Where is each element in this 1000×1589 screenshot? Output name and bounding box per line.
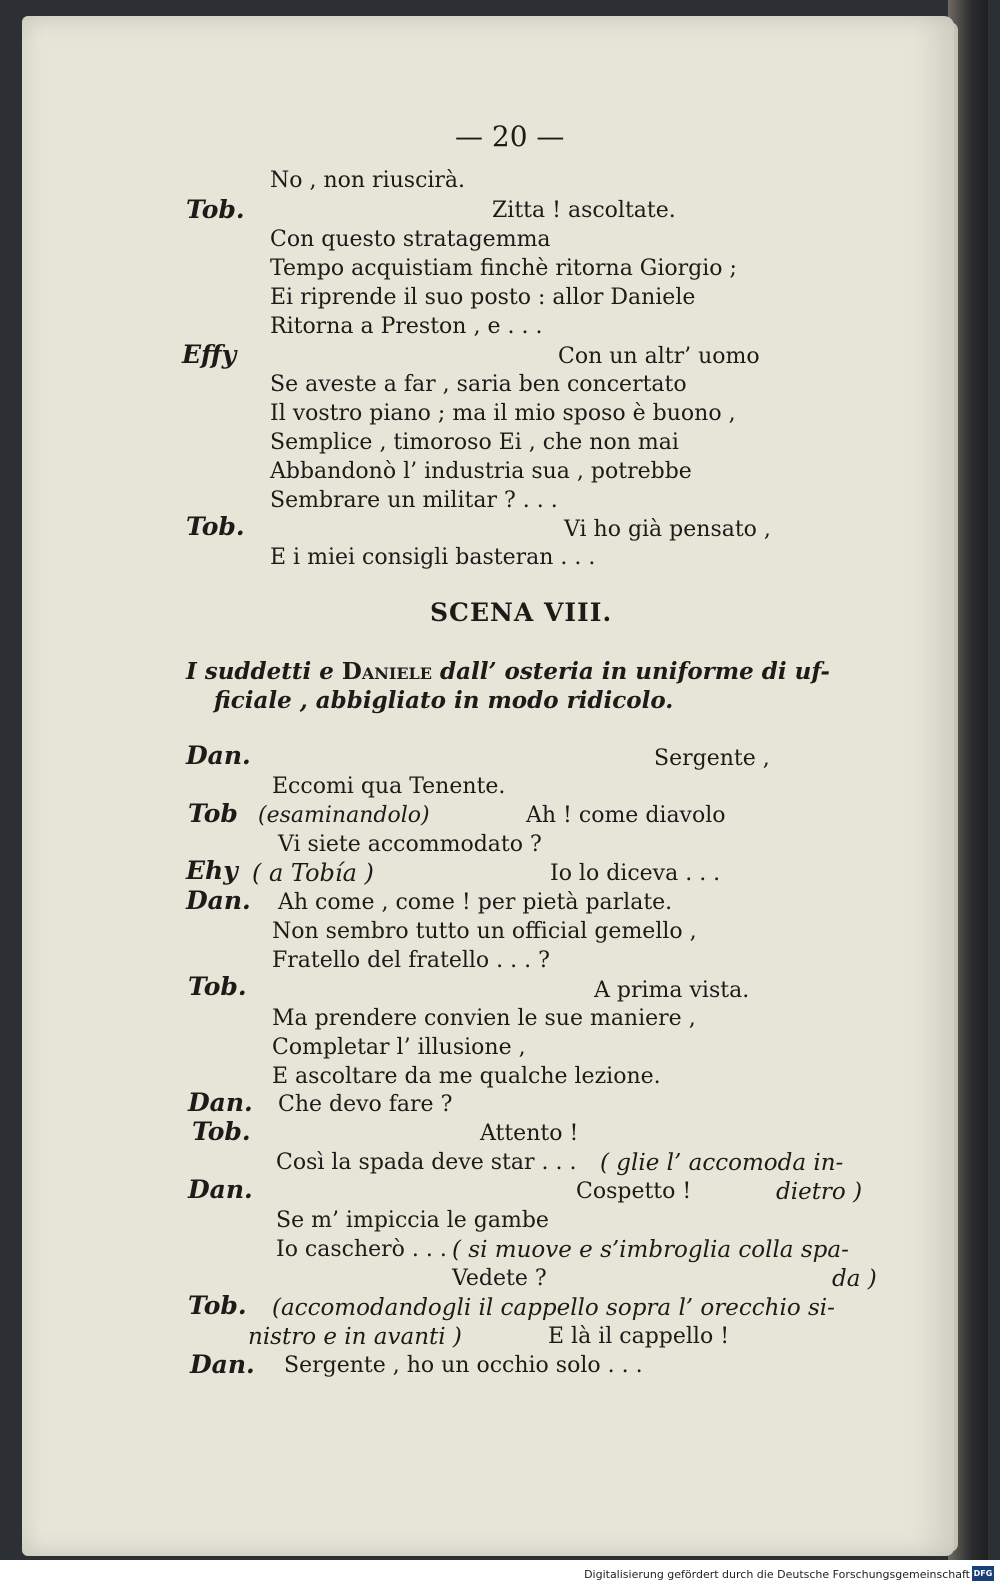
text-line: E i miei consigli basteran . . . bbox=[270, 545, 596, 570]
stage-direction: ( si muove e s’imbroglia colla spa- bbox=[452, 1237, 849, 1263]
speaker-label: Dan. bbox=[186, 741, 251, 770]
speaker-label: Tob. bbox=[186, 195, 245, 224]
text-line: Io cascherò . . . bbox=[276, 1237, 447, 1262]
speaker-label: Tob bbox=[188, 799, 238, 828]
text-line: E là il cappello ! bbox=[548, 1324, 730, 1349]
text-line: E ascoltare da me qualche lezione. bbox=[272, 1064, 661, 1089]
text-line: Vi ho già pensato , bbox=[564, 517, 771, 542]
text-line: Cospetto ! bbox=[576, 1179, 692, 1204]
text-line: Se aveste a far , saria ben concertato bbox=[270, 372, 687, 397]
text-line: Ah ! come diavolo bbox=[526, 803, 726, 828]
speaker-label: Effy bbox=[182, 340, 237, 369]
text-line: Il vostro piano ; ma il mio sposo è buono , bbox=[270, 401, 736, 426]
text-line: Semplice , timoroso Ei , che non mai bbox=[270, 430, 679, 455]
text-line: Sergente , ho un occhio solo . . . bbox=[284, 1353, 643, 1378]
text-line: Fratello del fratello . . . ? bbox=[272, 948, 550, 973]
text-line: Se m’ impiccia le gambe bbox=[276, 1208, 549, 1233]
text-line: Non sembro tutto un official gemello , bbox=[272, 919, 697, 944]
text-line: Ritorna a Preston , e . . . bbox=[270, 314, 543, 339]
scene-description-part: I suddetti e bbox=[186, 658, 334, 685]
speaker-label: Tob. bbox=[186, 512, 245, 541]
stage-direction: da ) bbox=[832, 1266, 877, 1292]
digitization-credit: Digitalisierung gefördert durch die Deutsche Forschungsgemeinschaft bbox=[584, 1568, 970, 1581]
text-line: Con questo stratagemma bbox=[270, 227, 551, 252]
text-line: Ah come , come ! per pietà parlate. bbox=[278, 890, 673, 915]
speaker-label: Tob. bbox=[192, 1117, 251, 1146]
stage-direction: (accomodandogli il cappello sopra l’ orecchio si- bbox=[272, 1295, 835, 1321]
dfg-logo-icon: DFG bbox=[972, 1566, 994, 1581]
text-line: Sergente , bbox=[654, 746, 770, 771]
stage-direction: dietro ) bbox=[776, 1179, 863, 1205]
text-line: Che devo fare ? bbox=[278, 1092, 453, 1117]
text-line: Vedete ? bbox=[452, 1266, 547, 1291]
scene-description-part: dall’ osteria in uniforme di uf- bbox=[440, 658, 830, 685]
speaker-label: Dan. bbox=[190, 1350, 255, 1379]
text-line: Vi siete accommodato ? bbox=[278, 832, 542, 857]
speaker-label: Ehy bbox=[186, 856, 238, 885]
speaker-label: Dan. bbox=[186, 886, 251, 915]
text-line: Così la spada deve star . . . bbox=[276, 1150, 577, 1175]
text-line: Abbandonò l’ industria sua , potrebbe bbox=[270, 459, 692, 484]
speaker-label: Dan. bbox=[188, 1088, 253, 1117]
text-line: Con un altr’ uomo bbox=[558, 344, 760, 369]
text-line: Eccomi qua Tenente. bbox=[272, 774, 506, 799]
character-name: Daniele bbox=[341, 658, 432, 685]
scene-heading: SCENA VIII. bbox=[430, 598, 613, 627]
stage-direction: nistro e in avanti ) bbox=[248, 1324, 462, 1350]
scene-description-line: ficiale , abbigliato in modo ridicolo. bbox=[214, 687, 674, 714]
text-line: Io lo diceva . . . bbox=[550, 861, 721, 886]
page-number: — 20 — bbox=[455, 120, 565, 153]
text-line: Tempo acquistiam finchè ritorna Giorgio ; bbox=[270, 256, 737, 281]
speaker-label: Dan. bbox=[188, 1175, 253, 1204]
stage-direction: (esaminandolo) bbox=[258, 803, 430, 828]
text-line: Zitta ! ascoltate. bbox=[492, 198, 676, 223]
text-line: A prima vista. bbox=[594, 978, 750, 1003]
speaker-label: Tob. bbox=[188, 972, 247, 1001]
text-line: Ei riprende il suo posto : allor Daniele bbox=[270, 285, 696, 310]
text-line: Completar l’ illusione , bbox=[272, 1035, 526, 1060]
stage-direction: ( glie l’ accomoda in- bbox=[600, 1150, 844, 1176]
stage-direction: ( a Tobía ) bbox=[252, 859, 374, 887]
text-line: No , non riuscirà. bbox=[270, 168, 466, 193]
scene-description bbox=[186, 659, 830, 685]
speaker-label: Tob. bbox=[188, 1291, 247, 1320]
text-line: Attento ! bbox=[480, 1121, 579, 1146]
text-line: Ma prendere convien le sue maniere , bbox=[272, 1006, 696, 1031]
text-line: Sembrare un militar ? . . . bbox=[270, 488, 558, 513]
